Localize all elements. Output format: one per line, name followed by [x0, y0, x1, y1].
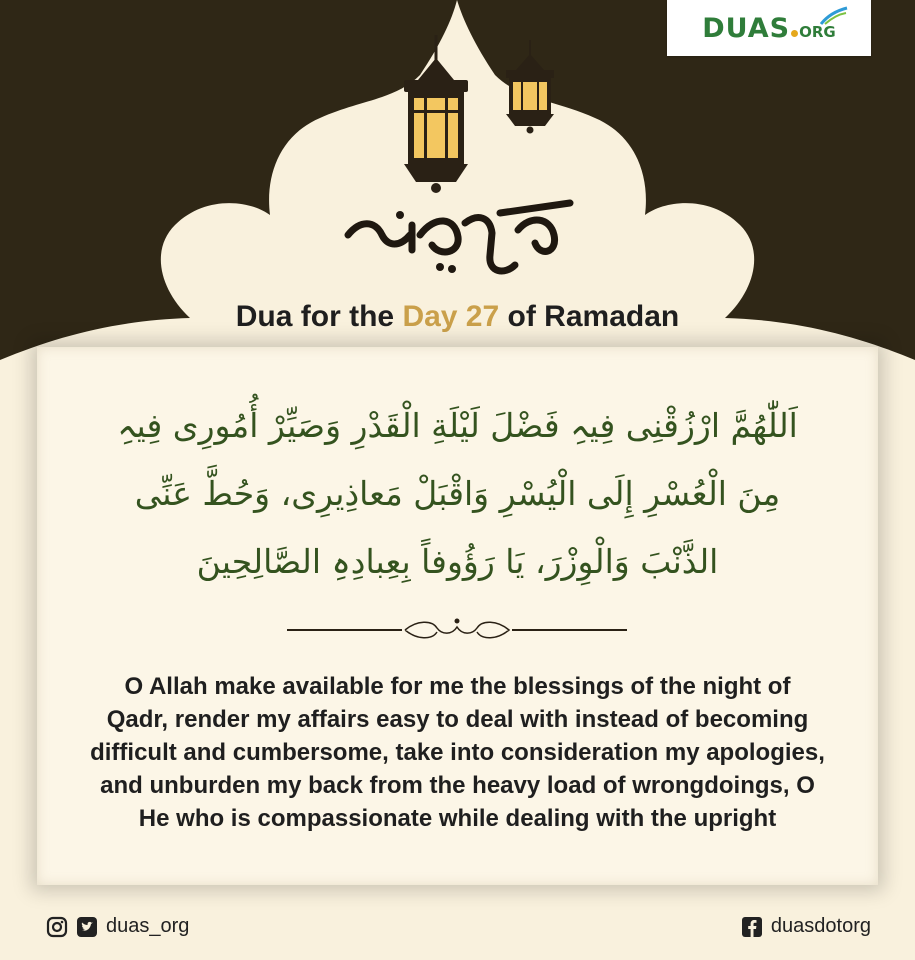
left-social-handle[interactable]: duas_org	[106, 915, 190, 937]
facebook-icon[interactable]	[741, 916, 763, 938]
title-suffix: of Ramadan	[499, 300, 680, 333]
arabic-line: الذَّنْبَ وَالْوِزْرَ، یَا رَؤُوفاً بِعِبادِہِ الصَّالِحِینَ	[196, 542, 719, 581]
arabic-dua-text	[60, 392, 855, 596]
translation-line: difficult and cumbersome, take into consideration my apologies,	[90, 739, 825, 766]
logo-suffix-text: ORG	[799, 23, 836, 41]
ramadan-kareem-calligraphy	[340, 195, 580, 285]
translation-line: He who is compassionate while dealing with the upright	[138, 805, 777, 832]
duas-org-logo[interactable]	[667, 0, 871, 56]
ornamental-divider	[287, 615, 627, 645]
logo-main-text: DUAS	[702, 12, 791, 44]
english-translation	[40, 670, 875, 835]
page-title	[0, 300, 915, 334]
logo-dot	[791, 30, 798, 37]
arabic-line: مِنَ الْعُسْرِ إِلَی الْیُسْرِ وَاقْبَلْ مَعاذِیرِی، وَحُطَّ عَنِّی	[134, 474, 781, 513]
social-right-group	[741, 915, 871, 938]
title-day-accent: Day 27	[402, 300, 500, 333]
title-prefix: Dua for the	[235, 300, 403, 333]
translation-line: O Allah make available for me the blessings of the night of	[124, 673, 791, 700]
translation-line: Qadr, render my affairs easy to deal with instead of becoming	[106, 706, 809, 733]
social-left-group	[46, 915, 189, 938]
arabic-line: اَللّٰهُمَّ ارْزُقْنِی فِیہِ فَضْلَ لَیْلَةِ الْقَدْرِ وَصَیِّرْ أُمُورِی فِیہِ	[117, 406, 798, 445]
translation-line: and unburden my back from the heavy load of wrongdoings, O	[100, 772, 815, 799]
right-social-handle[interactable]: duasdotorg	[770, 915, 871, 937]
instagram-icon[interactable]	[46, 916, 68, 938]
logo-swoosh-icon	[819, 6, 849, 26]
twitter-icon[interactable]	[76, 916, 98, 938]
